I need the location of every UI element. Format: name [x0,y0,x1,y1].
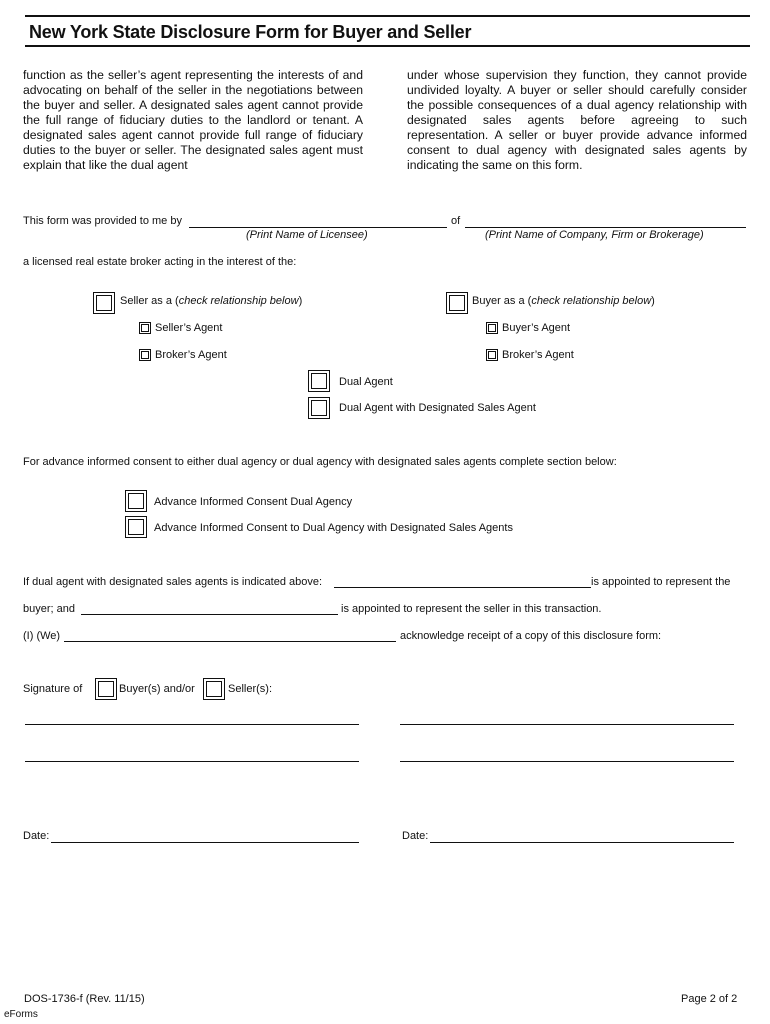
buyer-agent-name-field[interactable] [334,587,591,588]
consent-dual-checkbox[interactable] [125,490,147,512]
sellers-agent-label: Seller’s Agent [155,322,223,334]
eforms-brand: eForms [4,1009,38,1020]
title-bottom-rule [25,45,750,47]
signature-sellers-checkbox[interactable] [203,678,225,700]
dual-agent-designated-checkbox[interactable] [308,397,330,419]
seller-relationship-label [120,295,302,308]
buyers-broker-agent-label: Broker’s Agent [502,349,574,361]
seller-checkbox[interactable] [93,292,115,314]
page-number: Page 2 of 2 [681,993,738,1005]
date-right-field[interactable] [430,842,734,843]
licensee-name-field[interactable] [189,227,447,228]
sellers-agent-checkbox[interactable] [139,322,151,334]
dual-agent-designated-label: Dual Agent with Designated Sales Agent [339,402,536,414]
appointment-line1-suffix: is appointed to represent the [591,576,731,588]
buyer-label-close: ) [651,295,655,307]
buyer-label-italic: check relationship below [531,295,652,307]
appointment-line1-label: If dual agent with designated sales agents is indicated above: [23,576,323,588]
consent-designated-checkbox[interactable] [125,516,147,538]
signature-label: Signature of [23,683,83,695]
signature-buyers-label: Buyer(s) and/or [119,683,195,695]
licensee-caption: (Print Name of Licensee) [246,229,368,241]
consent-designated-label: Advance Informed Consent to Dual Agency with Designated Sales Agents [154,522,513,534]
company-name-field[interactable] [465,227,746,228]
date-left-label: Date: [23,830,50,842]
buyer-relationship-label [472,295,655,308]
date-right-label: Date: [402,830,429,842]
paragraph-right: under whose supervision they function, they cannot provide undivided loyalty. A buyer or seller should carefully consider the possible consequences of a dual agency relationship with designated sales agents before agreeing to such representation. A seller or buyer provide advance informed consent to dual agency with designated sales agents by indicating the same on this form. [407,68,747,172]
sellers-broker-agent-label: Broker’s Agent [155,349,227,361]
of-label: of [451,215,461,227]
acknowledger-name-field[interactable] [64,641,396,642]
title-top-rule [25,15,750,17]
company-caption: (Print Name of Company, Firm or Brokerage) [485,229,704,241]
appointment-line3-prefix: (I) (We) [23,630,61,642]
date-left-field[interactable] [51,842,359,843]
dual-agent-label: Dual Agent [339,376,393,388]
sellers-broker-agent-checkbox[interactable] [139,349,151,361]
buyers-agent-label: Buyer’s Agent [502,322,571,334]
buyer-label-text: Buyer as a ( [472,295,532,307]
buyers-broker-agent-checkbox[interactable] [486,349,498,361]
seller-label-italic: check relationship below [178,295,299,307]
seller-label-close: ) [298,295,303,307]
dual-agent-checkbox[interactable] [308,370,330,392]
signature-line-left-2[interactable] [25,761,359,762]
consent-intro: For advance informed consent to either dual agency or dual agency with designated sales agents complete section below: [23,456,617,468]
signature-line-right-1[interactable] [400,724,734,725]
consent-dual-label: Advance Informed Consent Dual Agency [154,496,353,508]
provided-by-label: This form was provided to me by [23,215,182,227]
appointment-line3-suffix: acknowledge receipt of a copy of this disclosure form: [400,630,662,642]
buyers-agent-checkbox[interactable] [486,322,498,334]
signature-buyers-checkbox[interactable] [95,678,117,700]
form-number: DOS-1736-f (Rev. 11/15) [24,993,145,1005]
signature-line-left-1[interactable] [25,724,359,725]
appointment-line2-prefix: buyer; and [23,603,75,615]
buyer-checkbox[interactable] [446,292,468,314]
paragraph-left: function as the seller’s agent representing the interests of and advocating on behalf of the seller in the negotiations between the buyer and seller. A designated sales agent cannot provide the full range of fiduciary duties to the landlord or tenant. A designated sales agent cannot provide full range of fiduciary duties to the buyer or seller. The designated sales agent must explain that like the dual agent [23,68,363,172]
page-title: New York State Disclosure Form for Buyer and Seller [29,22,472,42]
appointment-line2-suffix: is appointed to represent the seller in this transaction. [341,603,602,615]
signature-line-right-2[interactable] [400,761,734,762]
seller-agent-name-field[interactable] [81,614,338,615]
seller-label-text: Seller as a ( [120,295,179,307]
broker-statement: a licensed real estate broker acting in the interest of the: [23,256,297,268]
signature-sellers-label: Seller(s): [228,683,273,695]
